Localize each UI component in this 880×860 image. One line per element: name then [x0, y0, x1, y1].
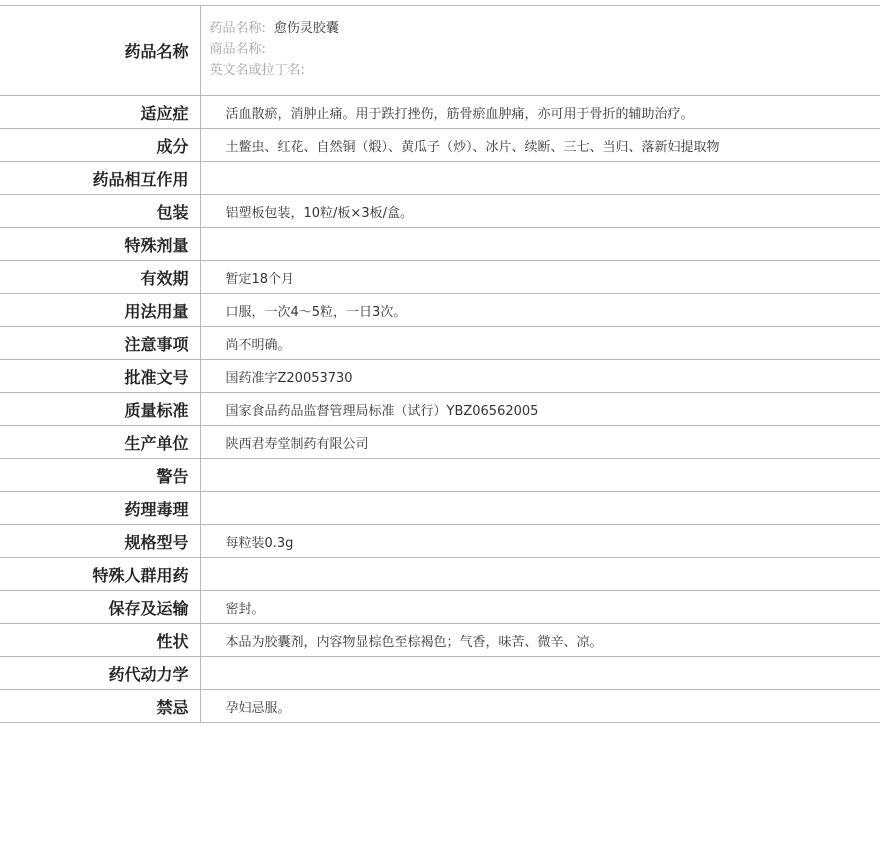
table-row-approval-number: [0, 360, 880, 393]
row-label: 药代动力学: [0, 657, 200, 690]
trade-name-key: 商品名称:: [209, 42, 266, 57]
table-row-description: [0, 624, 880, 657]
table-row-special-populations: [0, 558, 880, 591]
generic-name-line: [210, 18, 880, 39]
generic-name-value: 愈伤灵胶囊: [273, 21, 339, 36]
row-value: [200, 459, 880, 492]
table-row-interactions: [0, 162, 880, 195]
row-value: 陕西君寿堂制药有限公司: [200, 426, 880, 459]
row-label: 质量标准: [0, 393, 200, 426]
row-value: 孕妇忌服。: [200, 690, 880, 723]
row-value: 每粒装0.3g: [200, 525, 880, 558]
row-value: [200, 492, 880, 525]
row-value: 本品为胶囊剂，内容物显棕色至棕褐色；气香，味苦、微辛、凉。: [200, 624, 880, 657]
table-row-packaging: [0, 195, 880, 228]
row-label: 注意事项: [0, 327, 200, 360]
generic-name-key: 药品名称:: [209, 21, 266, 36]
row-label: 警告: [0, 459, 200, 492]
table-row-pharmacokinetics: [0, 657, 880, 690]
row-label: 成分: [0, 129, 200, 162]
table-row-precautions: [0, 327, 880, 360]
table-row-specification: [0, 525, 880, 558]
table-row-drug-name: [0, 6, 880, 96]
row-label: 性状: [0, 624, 200, 657]
row-value: 国药准字Z20053730: [200, 360, 880, 393]
row-label: 用法用量: [0, 294, 200, 327]
row-label: 药品相互作用: [0, 162, 200, 195]
table-row-warning: [0, 459, 880, 492]
row-value: [200, 162, 880, 195]
table-row-usage-dosage: [0, 294, 880, 327]
row-label: 规格型号: [0, 525, 200, 558]
row-label: 特殊剂量: [0, 228, 200, 261]
row-label: 特殊人群用药: [0, 558, 200, 591]
row-value: 土鳖虫、红花、自然铜（煅）、黄瓜子（炒）、冰片、续断、三七、当归、落新妇提取物: [200, 129, 880, 162]
row-label: 包装: [0, 195, 200, 228]
row-label: 药理毒理: [0, 492, 200, 525]
row-label: 保存及运输: [0, 591, 200, 624]
row-label: 生产单位: [0, 426, 200, 459]
latin-name-line: [210, 60, 880, 81]
table-row-quality-standard: [0, 393, 880, 426]
trade-name-line: [210, 39, 880, 60]
row-value: 尚不明确。: [200, 327, 880, 360]
row-value: 密封。: [200, 591, 880, 624]
drug-name-block: [200, 6, 880, 96]
latin-name-key: 英文名或拉丁名:: [209, 63, 305, 78]
row-label: 有效期: [0, 261, 200, 294]
row-label: 适应症: [0, 96, 200, 129]
row-value: [200, 228, 880, 261]
drug-spec-table: [0, 5, 880, 723]
row-value: 暂定18个月: [200, 261, 880, 294]
row-value: [200, 657, 880, 690]
table-row-manufacturer: [0, 426, 880, 459]
table-row-pharmacology: [0, 492, 880, 525]
table-row-special-dosage: [0, 228, 880, 261]
row-value: 活血散瘀，消肿止痛。用于跌打挫伤，筋骨瘀血肿痛，亦可用于骨折的辅助治疗。: [200, 96, 880, 129]
row-label: 禁忌: [0, 690, 200, 723]
table-row-shelf-life: [0, 261, 880, 294]
row-value: [200, 558, 880, 591]
table-row-indications: [0, 96, 880, 129]
table-row-ingredients: [0, 129, 880, 162]
row-value: 铝塑板包装，10粒/板×3板/盒。: [200, 195, 880, 228]
row-value: 口服，一次4～5粒，一日3次。: [200, 294, 880, 327]
table-row-storage-transport: [0, 591, 880, 624]
row-label: 药品名称: [0, 6, 200, 96]
row-label: 批准文号: [0, 360, 200, 393]
row-value: 国家食品药品监督管理局标准（试行）YBZ06562005: [200, 393, 880, 426]
table-row-contraindications: [0, 690, 880, 723]
